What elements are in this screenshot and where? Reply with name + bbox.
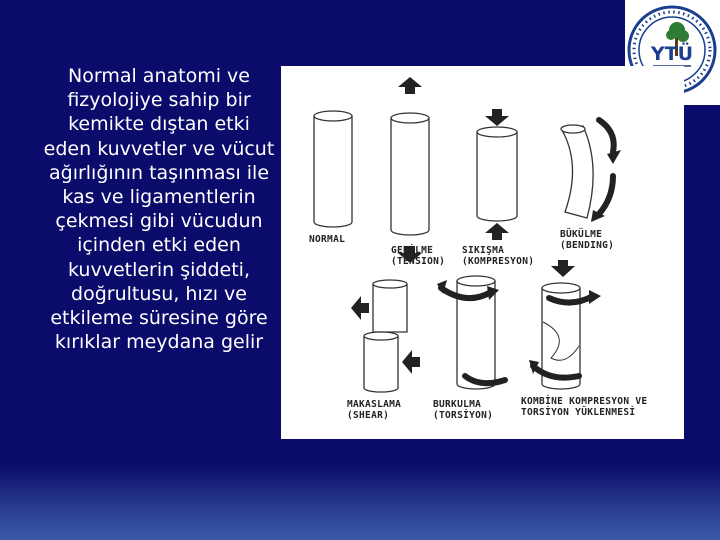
background-gradient xyxy=(0,465,720,540)
cylinder-normal xyxy=(314,111,352,227)
label-bending: BÜKÜLME (BENDING) xyxy=(560,229,615,251)
cylinder-compression xyxy=(477,127,517,221)
bone-bending xyxy=(561,125,593,218)
fracture-forces-figure xyxy=(281,66,684,439)
label-shear: MAKASLAMA (SHEAR) xyxy=(347,399,402,421)
label-tension: GERİLME (TENSION) xyxy=(391,245,446,267)
logo-text: YTÜ xyxy=(650,43,694,65)
label-combined: KOMBİNE KOMPRESYON VE TORSİYON YÜKLENMESİ xyxy=(521,396,648,418)
cylinder-tension xyxy=(391,113,429,235)
label-compression: SIKIŞMA (KOMPRESYON) xyxy=(462,245,535,267)
bone-shear xyxy=(364,280,407,392)
body-text: Normal anatomi ve fizyolojiye sahip bir kemikte dıştan etki eden kuvvetler ve vücut ağırlığının taşınması ile kas ve ligamentlerin çekmesi gibi vücudun içinden etki eden kuvvetlerin şiddeti, doğrultusu, hızı ve etkileme süresine göre kırıklar meydana gelir xyxy=(43,65,275,354)
label-normal: NORMAL xyxy=(309,234,346,245)
label-torsion: BURKULMA (TORSİYON) xyxy=(433,399,494,421)
